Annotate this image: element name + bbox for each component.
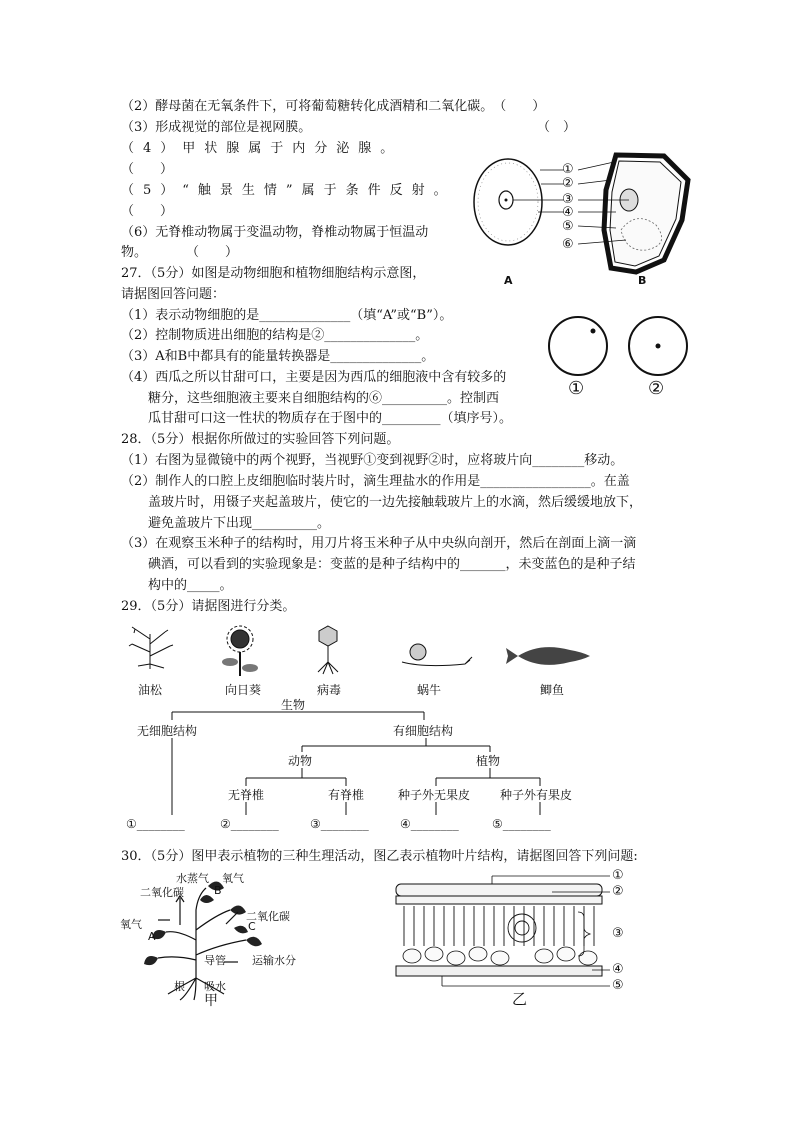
yi-caption: 乙	[512, 990, 528, 1008]
microscope-svg	[544, 312, 694, 402]
tree-has-peel: 种子外有果皮	[500, 788, 573, 802]
jia-label-b: B	[214, 884, 222, 897]
animal-cell-membrane	[474, 159, 542, 245]
q26-item-5: （5）“触景生情”属于条件反射。	[121, 183, 456, 198]
yi-label-3: ③	[612, 926, 624, 941]
yi-label-5: ⑤	[612, 978, 624, 993]
q27-line-3: （3）A和B中都具有的能量转换器是______________。	[121, 349, 435, 364]
answer-blank-1[interactable]: ①________	[126, 817, 185, 831]
tree-animal: 动物	[288, 754, 313, 768]
field-label-1: ①	[568, 378, 585, 399]
organism-label-snail: 蜗牛	[417, 683, 442, 697]
organism-label-virus: 病毒	[317, 683, 342, 697]
cell-diagram-svg	[466, 150, 706, 290]
fish-icon	[506, 647, 590, 665]
tree-vertebrate: 有脊椎	[328, 788, 365, 802]
cell-label-a: A	[504, 274, 513, 287]
pine-icon	[129, 627, 173, 669]
yi-label-4: ④	[612, 962, 624, 977]
tree-plant: 植物	[476, 754, 501, 768]
cell-label-4: ④	[562, 205, 574, 220]
cell-label-1: ①	[562, 162, 574, 177]
jia-label-absorb-water: 吸水	[204, 980, 226, 993]
q27-line-2: （2）控制物质进出细胞的结构是②______________。	[121, 328, 429, 343]
answer-blank-5[interactable]: ⑤________	[492, 817, 551, 831]
leaf-structure-figure	[392, 870, 632, 1010]
cell-label-2: ②	[562, 176, 574, 191]
field-1-circle	[549, 317, 607, 375]
cell-label-b: B	[638, 274, 647, 287]
q26-item-6b: 物。 （ ）	[121, 245, 239, 260]
tree-root: 生物	[281, 698, 306, 712]
sunflower-icon	[222, 626, 258, 676]
q27-line-4a: （4）西瓜之所以甘甜可口，主要是因为西瓜的细胞液中含有较多的	[121, 370, 507, 385]
jia-label-root: 根	[174, 980, 185, 993]
q30-title: 30．（5分）图甲表示植物的三种生理活动，图乙表示植物叶片结构，请据图回答下列问题:	[121, 849, 638, 864]
q26-item-2: （2）酵母菌在无氧条件下，可将葡萄糖转化成酒精和二氧化碳。 （ ）	[121, 99, 546, 114]
jia-label-o2-right: 氧气	[222, 872, 244, 885]
cell-label-6: ⑥	[562, 237, 574, 252]
organism-label-pine: 油松	[138, 683, 163, 697]
jia-label-vessel: 导管	[204, 954, 226, 967]
tree-invertebrate: 无脊椎	[228, 788, 265, 802]
q27-title: 27．（5分）如图是动物细胞和植物细胞结构示意图，	[121, 266, 426, 281]
yi-label-2: ②	[612, 884, 624, 899]
q29-title: 29．（5分）请据图进行分类。	[121, 599, 296, 614]
snail-icon	[402, 644, 472, 666]
q26-item-6: （6）无脊椎动物属于变温动物，脊椎动物属于恒温动	[121, 225, 429, 240]
tree-no-peel: 种子外无果皮	[398, 788, 471, 802]
q28-line-3b: 碘酒，可以看到的实验现象是：变蓝的是种子结构中的_______，未变蓝色的是种子结	[148, 557, 636, 572]
jia-label-a: A	[148, 930, 156, 943]
q28-line-2b: 盖玻片时，用镊子夹起盖玻片，使它的一边先接触载玻片上的水滴，然后缓缓地放下，	[148, 495, 643, 510]
q28-line-3a: （3）在观察玉米种子的结构时，用刀片将玉米种子从中央纵向剖开，然后在剖面上滴一滴	[121, 536, 637, 551]
tree-no-cell: 无细胞结构	[137, 724, 198, 738]
cell-label-5: ⑤	[562, 219, 574, 234]
cell-label-3: ③	[562, 192, 574, 207]
jia-label-o2-left: 氧气	[120, 918, 142, 931]
q28-line-3c: 构中的_____。	[148, 578, 233, 593]
q28-line-2c: 避免盖玻片下出现__________。	[148, 516, 331, 531]
field-label-2: ②	[648, 378, 665, 399]
q27-line-4b: 糖分，这些细胞液主要来自细胞结构的⑥__________。控制西	[148, 391, 500, 406]
q26-item-4-paren: （ ）	[121, 162, 174, 177]
jia-caption: 甲	[204, 993, 218, 1009]
organism-label-sunflower: 向日葵	[225, 683, 262, 697]
jia-label-water-vapor: 水蒸气	[176, 872, 209, 885]
organism-pictures	[120, 624, 600, 694]
q26-item-3-paren: （ ）	[537, 120, 577, 135]
q26-item-4: （4）甲状腺属于内分泌腺。	[121, 141, 403, 156]
organism-label-fish: 鲫鱼	[540, 683, 565, 697]
q26-item-3: （3）形成视觉的部位是视网膜。	[121, 120, 312, 135]
microscope-fields-figure	[544, 312, 694, 402]
q28-title: 28．（5分）根据你所做过的实验回答下列问题。	[121, 432, 400, 447]
plant-activity-figure	[118, 870, 368, 1009]
cell-structure-figure	[466, 150, 706, 290]
tree-has-cell: 有细胞结构	[393, 724, 454, 738]
q28-line-2a: （2）制作人的口腔上皮细胞临时装片时，滴生理盐水的作用是_________________。在盖	[121, 474, 630, 489]
answer-blank-2[interactable]: ②________	[220, 817, 279, 831]
answer-blank-4[interactable]: ④________	[400, 817, 459, 831]
jia-label-co2-top: 二氧化碳	[140, 886, 184, 899]
q28-line-1: （1）右图为显微镜中的两个视野，当视野①变到视野②时，应将玻片向________移动。	[121, 453, 624, 468]
answer-blank-3[interactable]: ③________	[310, 817, 369, 831]
q27-line-1: （1）表示动物细胞的是______________（填“A”或“B”）。	[121, 308, 453, 323]
q27-line-4c: 瓜甘甜可口这一性状的物质存在于图中的_________（填序号）。	[148, 411, 513, 426]
virus-icon	[318, 626, 338, 674]
yi-label-1: ①	[612, 868, 624, 883]
q27-prompt: 请据图回答问题：	[121, 287, 226, 302]
jia-label-c: C	[248, 920, 256, 933]
q26-item-5-paren: （ ）	[121, 204, 174, 219]
jia-label-co2-right: 二氧化碳	[246, 910, 290, 923]
jia-label-transport-water: 运输水分	[252, 954, 296, 967]
